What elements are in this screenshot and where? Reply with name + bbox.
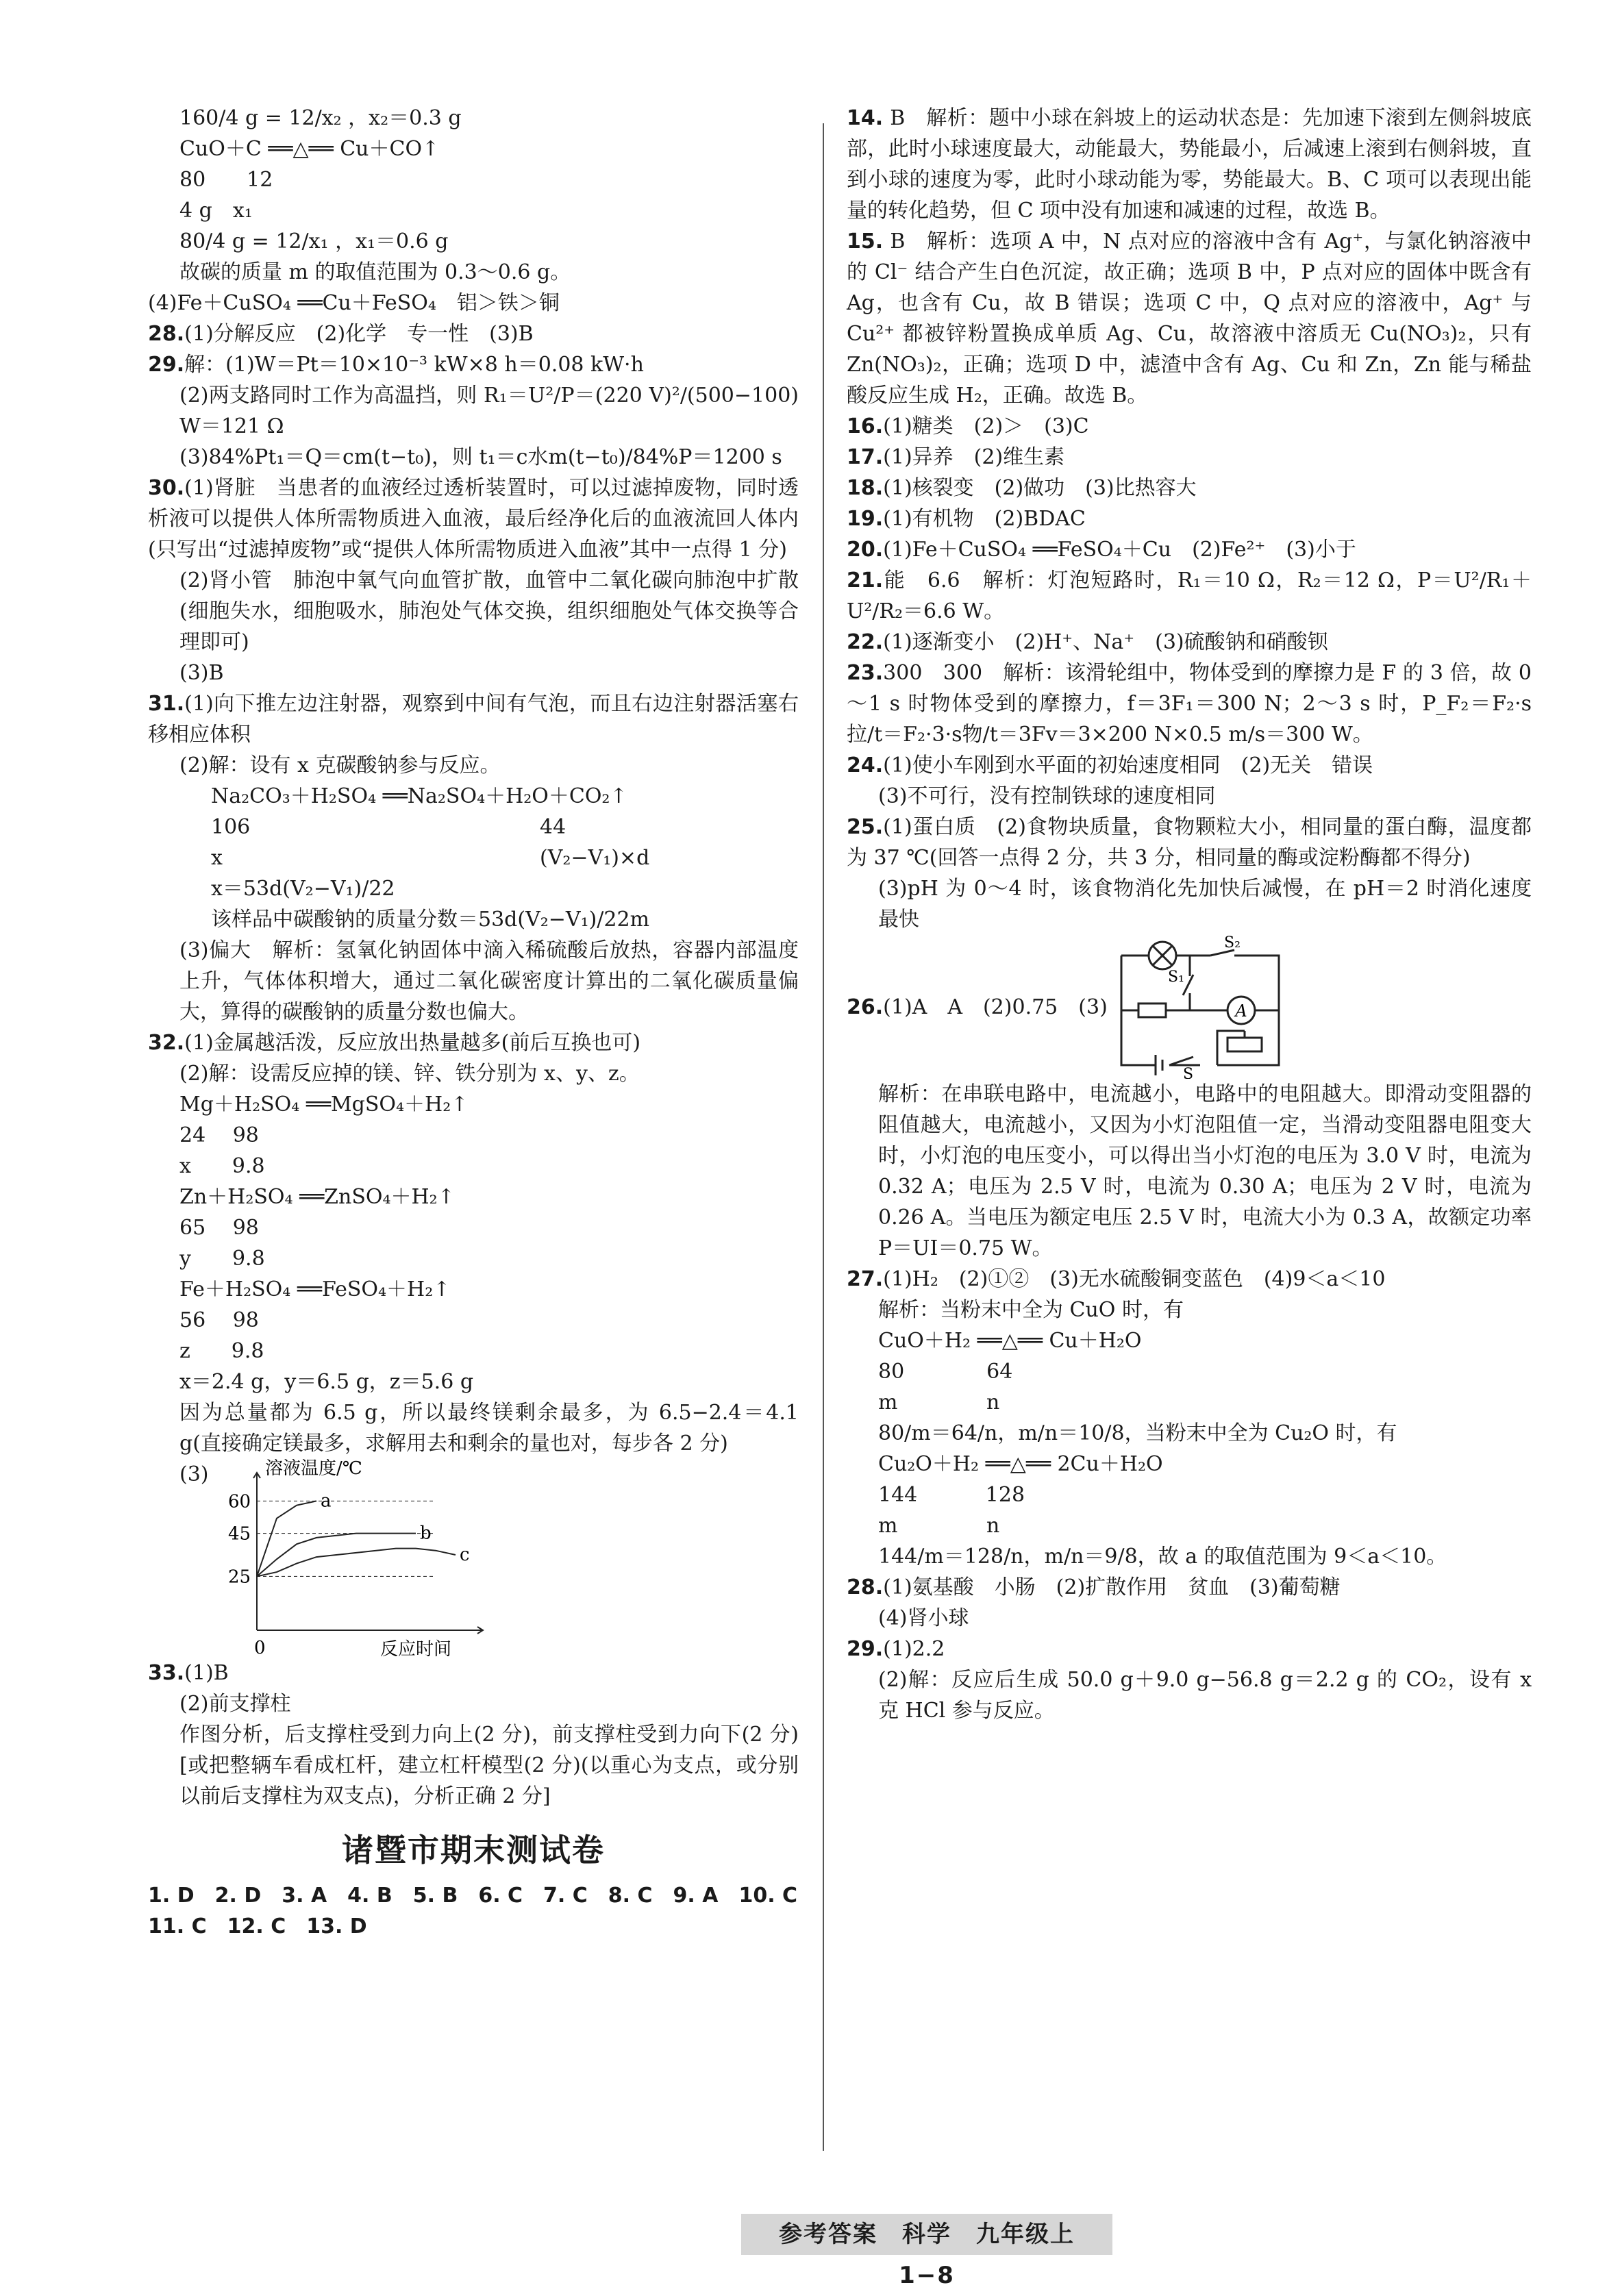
answer-text: (1)有机物 (2)BDAC	[883, 507, 1086, 531]
answer-26-line	[847, 992, 1108, 1023]
answer-text: (1)H₂ (2)①② (3)无水硫酸铜变蓝色 (4)9＜a＜10	[883, 1267, 1386, 1291]
text-line: (4)肾小球	[878, 1606, 969, 1630]
answer-15	[847, 226, 1532, 411]
text-line: (2)解：设有 x 克碳酸钠参与反应。	[179, 753, 501, 777]
answer-21	[847, 565, 1532, 627]
eq-left: 106	[211, 815, 251, 839]
answer-text: (1)2.2	[883, 1637, 945, 1661]
right-column	[847, 103, 1532, 1726]
eq-line: 80 12	[179, 168, 273, 192]
ammeter-label: A	[1235, 1001, 1247, 1021]
y-tick-label: 60	[227, 1491, 251, 1512]
answer-text: B 解析：题中小球在斜坡上的运动状态是：先加速下滚到左侧斜坡底部，此时小球速度最大，动能最大，势能最小，后减速上滚到右侧斜坡，直到小球的速度为零，此时小球动能为零，势能最大。B、C 项可以表现出能量的转化趋势，但 C 项中没有加速和减速的过程，故选 B。	[847, 106, 1532, 223]
switch-s2-label: S₂	[1223, 935, 1241, 951]
answer-text: (1)金属越活泼，反应放出热量越多(前后互换也可)	[184, 1031, 641, 1055]
answer-26	[847, 935, 1532, 1079]
origin-label: 0	[253, 1638, 266, 1658]
text-line: (2)前支撑柱	[179, 1692, 291, 1716]
question-number: 29.	[847, 1637, 884, 1661]
wire-path	[1183, 956, 1193, 1010]
temperature-chart	[209, 1459, 510, 1658]
question-number: 18.	[847, 476, 884, 500]
eq-line: m n	[878, 1514, 1000, 1538]
rheostat	[1228, 1038, 1262, 1051]
answer-text: (1)分解反应 (2)化学 专一性 (3)B	[184, 322, 534, 346]
text-line: 解析：在串联电路中，电流越小，电路中的电阻越大。即滑动变阻器的阻值越大，电流越小，又因为小灯泡阻值一定，当滑动变阻器电阻变大时，小灯泡的电压变小，可以得出当小灯泡的电压为 3.0 V 时，电流为 0.32 A；电压为 2.5 V 时，电流为 0.30 A；电压为 2 V 时，电流为 0.26 A。当电压为额定电压 2.5 V 时，电流大小为 0.3 A，故额定功率 P＝UI＝0.75 W。	[878, 1082, 1532, 1260]
answer-16	[847, 411, 1532, 442]
answer-text: (1)Fe＋CuSO₄ ══FeSO₄＋Cu (2)Fe²⁺ (3)小于	[883, 538, 1356, 562]
answer-30	[148, 473, 799, 565]
question-number: 32.	[148, 1031, 185, 1055]
answer-25	[847, 812, 1532, 873]
question-number: 17.	[847, 445, 884, 469]
lamp-cross	[1153, 946, 1172, 965]
eq-line: 80/4 g = 12/x₁ ，x₁＝0.6 g	[179, 229, 449, 253]
question-number: 31.	[148, 692, 185, 716]
circuit-diagram	[1108, 935, 1293, 1079]
answer-text: 能 6.6 解析：灯泡短路时，R₁＝10 Ω，R₂＝12 Ω，P＝U²/R₁＋U²/R₂＝6.6 W。	[847, 569, 1532, 623]
eq-line: 80/m＝64/n，m/n＝10/8，当粉末中全为 Cu₂O 时，有	[878, 1421, 1397, 1445]
answer-text: (1)异养 (2)维生素	[883, 445, 1065, 469]
eq-line: 24 98	[179, 1123, 259, 1147]
text-line: 该样品中碳酸钠的质量分数＝53d(V₂−V₁)/22m	[211, 908, 650, 932]
series-line-c	[257, 1549, 456, 1577]
eq-line: 160/4 g = 12/x₂ ，x₂＝0.3 g	[179, 106, 462, 130]
column-divider	[823, 123, 824, 2151]
answer-28	[847, 1572, 1532, 1603]
text-line: (3)84%Pt₁＝Q＝cm(t−t₀)，则 t₁＝c水m(t−t₀)/84%P＝1200 s	[179, 445, 782, 469]
answer-text: (1)糖类 (2)＞ (3)C	[883, 414, 1089, 438]
text-line: 解析：当粉末中全为 CuO 时，有	[878, 1298, 1184, 1322]
answer-19	[847, 503, 1532, 534]
question-number: 29.	[148, 353, 185, 377]
answer-27	[847, 1264, 1532, 1295]
eq-line: 56 98	[179, 1308, 259, 1332]
eq-left: x	[211, 846, 223, 870]
question-number: 33.	[148, 1661, 185, 1685]
question-number: 22.	[847, 630, 884, 654]
battery	[1156, 1055, 1162, 1075]
text-line: (2)肾小管 肺泡中氧气向血管扩散，血管中二氧化碳向肺泡中扩散(细胞失水，细胞吸水，肺泡处气体交换，组织细胞处气体交换等合理即可)	[179, 569, 799, 654]
question-number: 14.	[847, 106, 884, 130]
eq-line: Cu₂O＋H₂ ══△══ 2Cu＋H₂O	[878, 1452, 1163, 1476]
eq-line: 4 g x₁	[179, 199, 253, 223]
answer-22	[847, 627, 1532, 658]
answer-text: (1)B	[184, 1661, 229, 1685]
lamp	[1149, 942, 1176, 969]
answer-33	[148, 1658, 799, 1688]
text-line: 因为总量都为 6.5 g，所以最终镁剩余最多，为 6.5−2.4＝4.1 g(直接确定镁最多，求解用去和剩余的量也对，每步各 2 分)	[179, 1401, 799, 1456]
text-line: (3)	[179, 1462, 209, 1486]
eq-line: Zn＋H₂SO₄ ══ZnSO₄＋H₂↑	[179, 1185, 455, 1209]
resistor	[1138, 1003, 1166, 1017]
eq-right: 44	[540, 815, 566, 839]
answer-text: (1)向下推左边注射器，观察到中间有气泡，而且右边注射器活塞右移相应体积	[148, 692, 799, 747]
eq-line	[148, 812, 799, 843]
eq-line: x 9.8	[179, 1154, 265, 1178]
answer-text: (1)核裂变 (2)做功 (3)比热容大	[883, 476, 1197, 500]
answer-24	[847, 750, 1532, 781]
question-number: 28.	[847, 1575, 884, 1599]
section-title: 诸暨市期末测试卷	[342, 1832, 605, 1869]
question-number: 26.	[847, 995, 884, 1019]
question-number: 20.	[847, 538, 884, 562]
mc-answers-row: 1. D 2. D 3. A 4. B 5. B 6. C 7. C 8. C 9. A 10. C	[148, 1884, 798, 1908]
eq-line: 80 64	[878, 1360, 1013, 1384]
answer-text: 300 300 解析：该滑轮组中，物体受到的摩擦力是 F 的 3 倍，故 0～1 s 时物体受到的摩擦力，f＝3F₁＝300 N；2～3 s 时，P_F₂＝F₂·s拉/t＝F₂·3·s物/t＝3Fv＝3×200 N×0.5 m/s＝300 W。	[847, 661, 1532, 747]
y-axis-label: 溶液温度/℃	[264, 1459, 362, 1479]
answer-text: (1)肾脏 当患者的血液经过透析装置时，可以过滤掉废物，同时透析液可以提供人体所需物质进入血液，最后经净化后的血液流回人体内(只写出“过滤掉废物”或“提供人体所需物质进入血液”其中一点得 1 分)	[148, 476, 799, 562]
eq-line: 144 128	[878, 1483, 1025, 1507]
text-line: (3)偏大 解析：氢氧化钠固体中滴入稀硫酸后放热，容器内部温度上升，气体体积增大，通过二氧化碳密度计算出的二氧化碳质量偏大，算得的碳酸钠的质量分数也偏大。	[179, 938, 799, 1024]
question-number: 24.	[847, 753, 884, 777]
text-line: (3)B	[179, 661, 224, 685]
answer-31	[148, 688, 799, 750]
text-line: (3)pH 为 0～4 时，该食物消化先加快后减慢，在 pH＝2 时消化速度最快	[878, 877, 1532, 932]
answer-text: B 解析：选项 A 中，N 点对应的溶液中含有 Ag⁺，与氯化钠溶液中的 Cl⁻ 结合产生白色沉淀，故正确；选项 B 中，P 点对应的固体中既含有 Ag，也含有 Cu，故 B 错误；选项 C 中，Q 点对应的溶液中，Ag⁺ 与 Cu²⁺ 都被锌粉置换成单质 Ag、Cu，故溶液中溶质无 Cu(NO₃)₂，只有 Zn(NO₃)₂，正确；选项 D 中，滤渣中含有 Ag、Cu 和 Zn，Zn 能与稀盐酸反应生成 H₂，正确。故选 B。	[847, 229, 1532, 408]
answer-text: 解：(1)W＝Pt＝10×10⁻³ kW×8 h＝0.08 kW·h	[184, 353, 644, 377]
answer-20	[847, 534, 1532, 565]
question-number: 23.	[847, 661, 884, 685]
text-line: (2)解：反应后生成 50.0 g＋9.0 g−56.8 g＝2.2 g 的 CO₂，设有 x 克 HCl 参与反应。	[878, 1668, 1532, 1723]
eq-line: x＝2.4 g，y＝6.5 g，z＝5.6 g	[179, 1370, 474, 1394]
mc-answers-row: 11. C 12. C 13. D	[148, 1914, 367, 1938]
question-number: 16.	[847, 414, 884, 438]
answer-14	[847, 103, 1532, 226]
y-tick-label: 25	[227, 1567, 251, 1588]
answer-text: (1)蛋白质 (2)食物块质量，食物颗粒大小，相同量的蛋白酶，温度都为 37 ℃(回答一点得 2 分，共 3 分，相同量的酶或淀粉酶都不得分)	[847, 815, 1532, 870]
text-line: (4)Fe＋CuSO₄ ══Cu＋FeSO₄ 铝＞铁＞铜	[148, 291, 560, 315]
answer-28	[148, 319, 799, 349]
answer-29	[847, 1634, 1532, 1664]
question-number: 30.	[148, 476, 185, 500]
answer-23	[847, 658, 1532, 750]
x-axis-label: 反应时间	[379, 1639, 451, 1658]
series-label-c: c	[459, 1545, 470, 1565]
question-number: 28.	[148, 322, 185, 346]
text-line: 故碳的质量 m 的取值范围为 0.3～0.6 g。	[179, 260, 571, 284]
eq-line: CuO＋C ══△══ Cu＋CO↑	[179, 137, 440, 161]
answer-text: (1)A A (2)0.75 (3)	[883, 995, 1108, 1019]
y-tick-label: 45	[227, 1523, 251, 1545]
series-label-b: b	[419, 1523, 432, 1544]
eq-line: x＝53d(V₂−V₁)/22	[211, 877, 395, 901]
eq-line: m n	[878, 1390, 1000, 1414]
text-line: (3)不可行，没有控制铁球的速度相同	[878, 784, 1216, 808]
eq-line: y 9.8	[179, 1247, 265, 1271]
text-line: (2)两支路同时工作为高温挡，则 R₁＝U²/P＝(220 V)²/(500−100) W＝121 Ω	[179, 384, 799, 438]
question-number: 21.	[847, 569, 884, 592]
main-switch	[1169, 1057, 1193, 1065]
question-number: 25.	[847, 815, 884, 839]
eq-line: Mg＋H₂SO₄ ══MgSO₄＋H₂↑	[179, 1093, 469, 1116]
page-footer: 参考答案 科学 九年级上 1−8	[741, 2214, 1112, 2255]
text-line: 作图分析，后支撑柱受到力向上(2 分)，前支撑柱受到力向下(2 分)[或把整辆车看成杠杆，建立杠杆模型(2 分)(以重心为支点，或分别以前后支撑柱为双支点)，分析正确 2 分]	[179, 1723, 799, 1808]
eq-line	[148, 843, 799, 873]
text-line: (2)解：设需反应掉的镁、锌、铁分别为 x、y、z。	[179, 1062, 640, 1086]
question-number: 15.	[847, 229, 884, 253]
answer-text: (1)使小车刚到水平面的初始速度相同 (2)无关 错误	[883, 753, 1373, 777]
switch-s-label: S	[1182, 1066, 1193, 1079]
eq-line: Fe＋H₂SO₄ ══FeSO₄＋H₂↑	[179, 1277, 451, 1301]
question-number: 27.	[847, 1267, 884, 1291]
chart-block	[148, 1459, 799, 1658]
question-number: 19.	[847, 507, 884, 531]
answer-17	[847, 442, 1532, 473]
eq-right: (V₂−V₁)×d	[540, 846, 650, 870]
left-column	[148, 103, 799, 1942]
answer-text: (1)氨基酸 小肠 (2)扩散作用 贫血 (3)葡萄糖	[883, 1575, 1341, 1599]
answer-text: (1)逐渐变小 (2)H⁺、Na⁺ (3)硫酸钠和硝酸钡	[883, 630, 1328, 654]
answer-32	[148, 1027, 799, 1058]
eq-line: CuO＋H₂ ══△══ Cu＋H₂O	[878, 1329, 1142, 1353]
switch-s1-label: S₁	[1167, 969, 1184, 986]
eq-line: 65 98	[179, 1216, 259, 1240]
answer-29	[148, 349, 799, 380]
answer-18	[847, 473, 1532, 503]
eq-line: z 9.8	[179, 1339, 264, 1363]
eq-line: Na₂CO₃＋H₂SO₄ ══Na₂SO₄＋H₂O＋CO₂↑	[211, 784, 627, 808]
eq-line: 144/m＝128/n，m/n＝9/8，故 a 的取值范围为 9＜a＜10。	[878, 1545, 1447, 1569]
series-line-a	[257, 1501, 316, 1576]
series-label-a: a	[320, 1490, 332, 1512]
